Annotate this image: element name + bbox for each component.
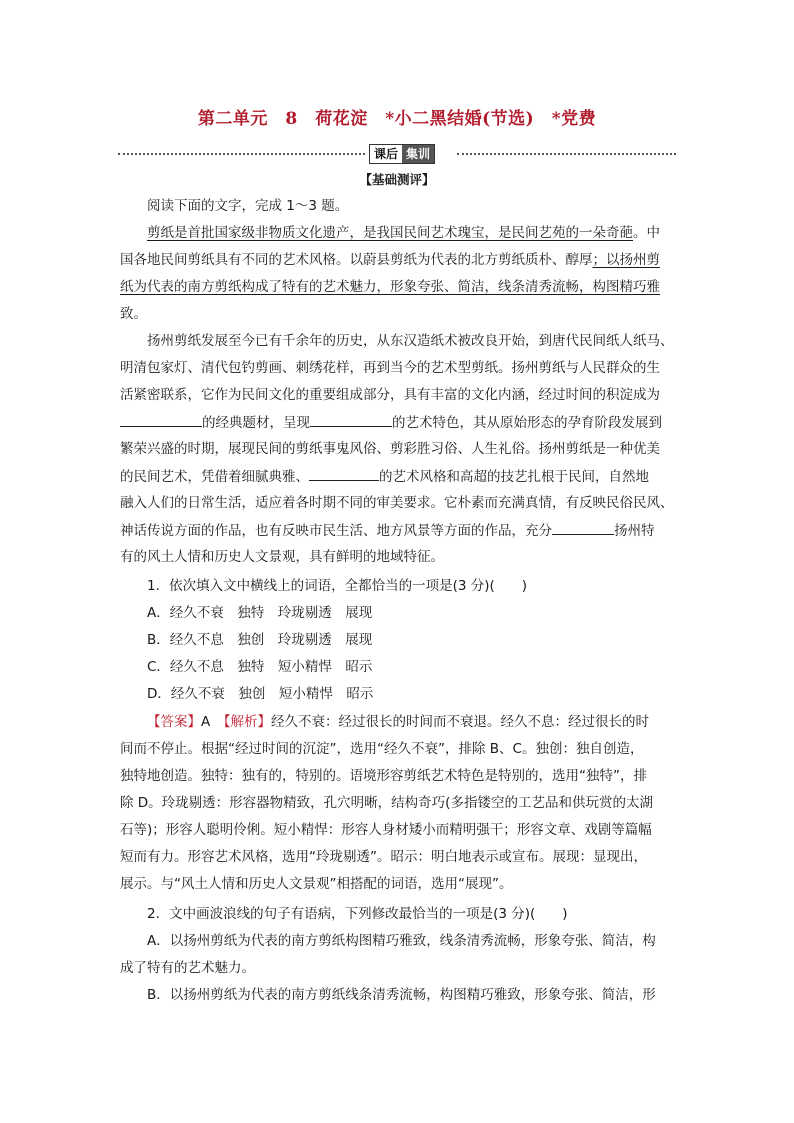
passage-line: 扬州剪纸发展至今已有千余年的历史，从东汉造纸术被改良开始，到唐代民间纸人纸马、 [147,333,674,349]
passage-line: 的民间艺术，凭借着细腻典雅、 的艺术风格和高超的技艺扎根于民间，自然地 [120,466,649,487]
analysis-tag: 【解析】 [223,714,271,730]
answer-line: 【答案】A 【解析】经久不衰：经过很长的时间而不衰退。经久不息：经过很长的时 [147,714,649,730]
question-2-option-a-cont: 成了特有的艺术魅力。 [120,960,255,976]
passage-line: 活紧密联系，它作为民间文化的重要组成部分，具有丰富的文化内涵，经过时间的积淀成为 [120,387,660,403]
underlined-sentence: 剪纸是首批国家级非物质文化遗产，是我国民间艺术瑰宝，是民间艺苑的一朵奇葩 [147,225,633,241]
dotted-rule-right [457,153,676,155]
passage-line: 明清包家灯、清代包钓剪画、刺绣花样，再到当今的艺术型剪纸。扬州剪纸与人民群众的生 [120,360,660,376]
fill-blank [310,412,392,427]
passage-line: 融入人们的日常生活，适应着各时期不同的审美要求。它朴素而充满真情，有反映民俗民风、 [120,495,674,511]
reading-instruction: 阅读下面的文字，完成 1～3 题。 [147,198,349,214]
passage-line: 国各地民间剪纸具有不同的艺术风格。以蔚县剪纸为代表的北方剪纸质朴、醇厚；以扬州剪 [120,252,660,268]
badge-left-label: 课后 [370,145,402,163]
section-badge [369,144,435,164]
question-1-option-d: D．经久不衰 独创 短小精悍 昭示 [147,686,374,702]
passage-line: 神话传说方面的作品，也有反映市民生活、地方风景等方面的作品，充分 扬州特 [120,520,655,541]
answer-value: A [201,714,224,730]
analysis-line: 石等)；形容人聪明伶俐。短小精悍：形容人身材矮小而精明强干；形容文章、戏剧等篇幅 [120,822,652,838]
question-2-stem: 2．文中画波浪线的句子有语病，下列修改最恰当的一项是(3 分)( ) [147,906,568,922]
badge-right-label: 集训 [402,145,434,163]
fill-blank [309,466,379,481]
question-2-option-a: A．以扬州剪纸为代表的南方剪纸构图精巧雅致，线条清秀流畅，形象夸张、简洁，构 [147,933,656,949]
analysis-line: 间而不停止。根据“经过时间的沉淀”，选用“经久不衰”，排除 B、C。独创：独自创造， [120,741,644,757]
question-1-stem: 1．依次填入文中横线上的词语，全都恰当的一项是(3 分)( ) [147,578,528,594]
passage-line: 有的风土人情和历史人文景观，具有鲜明的地域特征。 [120,549,444,565]
fill-blank [120,412,202,427]
section-divider [118,144,676,164]
passage-line: 剪纸是首批国家级非物质文化遗产，是我国民间艺术瑰宝，是民间艺苑的一朵奇葩。中 [147,225,660,241]
section-heading: 【基础测评】 [359,172,435,187]
question-1-option-c: C．经久不息 独特 短小精悍 昭示 [147,659,373,675]
answer-tag: 【答案】 [147,714,201,730]
passage-line: 繁荣兴盛的时期，展现民间的剪纸事鬼风俗、剪彩胜习俗、人生礼俗。扬州剪纸是一种优美 [120,441,660,457]
question-1-option-b: B．经久不息 独创 玲珑剔透 展现 [147,632,373,648]
analysis-line: 展示。与“风土人情和历史人文景观”相搭配的词语，选用“展现”。 [120,876,513,892]
fill-blank [552,520,614,535]
underlined-sentence: ；以扬州剪 [592,252,660,268]
passage-line: 的经典题材，呈现 的艺术特色，其从原始形态的孕育阶段发展到 [120,412,662,433]
analysis-line: 独特地创造。独特：独有的，特别的。语境形容剪纸艺术特色是特别的，选用“独特”，排 [120,768,647,784]
question-2-option-b: B．以扬州剪纸为代表的南方剪纸线条清秀流畅，构图精巧雅致，形象夸张、简洁，形 [147,987,656,1003]
dotted-rule-left [118,153,365,155]
page-title: 第二单元 8 荷花淀 *小二黑结婚(节选) *党费 [197,109,597,129]
passage-line: 纸为代表的南方剪纸构成了特有的艺术魅力，形象夸张、简洁，线条清秀流畅，构图精巧雅 [120,279,660,295]
passage-line: 致。 [120,306,147,322]
analysis-line: 短而有力。形容艺术风格，选用“玲珑剔透”。昭示：明白地表示或宣布。展现：显现出， [120,849,647,865]
question-1-option-a: A．经久不衰 独特 玲珑剔透 展现 [147,605,373,621]
analysis-line: 除 D。玲珑剔透：形容器物精致，孔穴明晰，结构奇巧(多指镂空的工艺品和供玩赏的太湖 [120,795,653,811]
